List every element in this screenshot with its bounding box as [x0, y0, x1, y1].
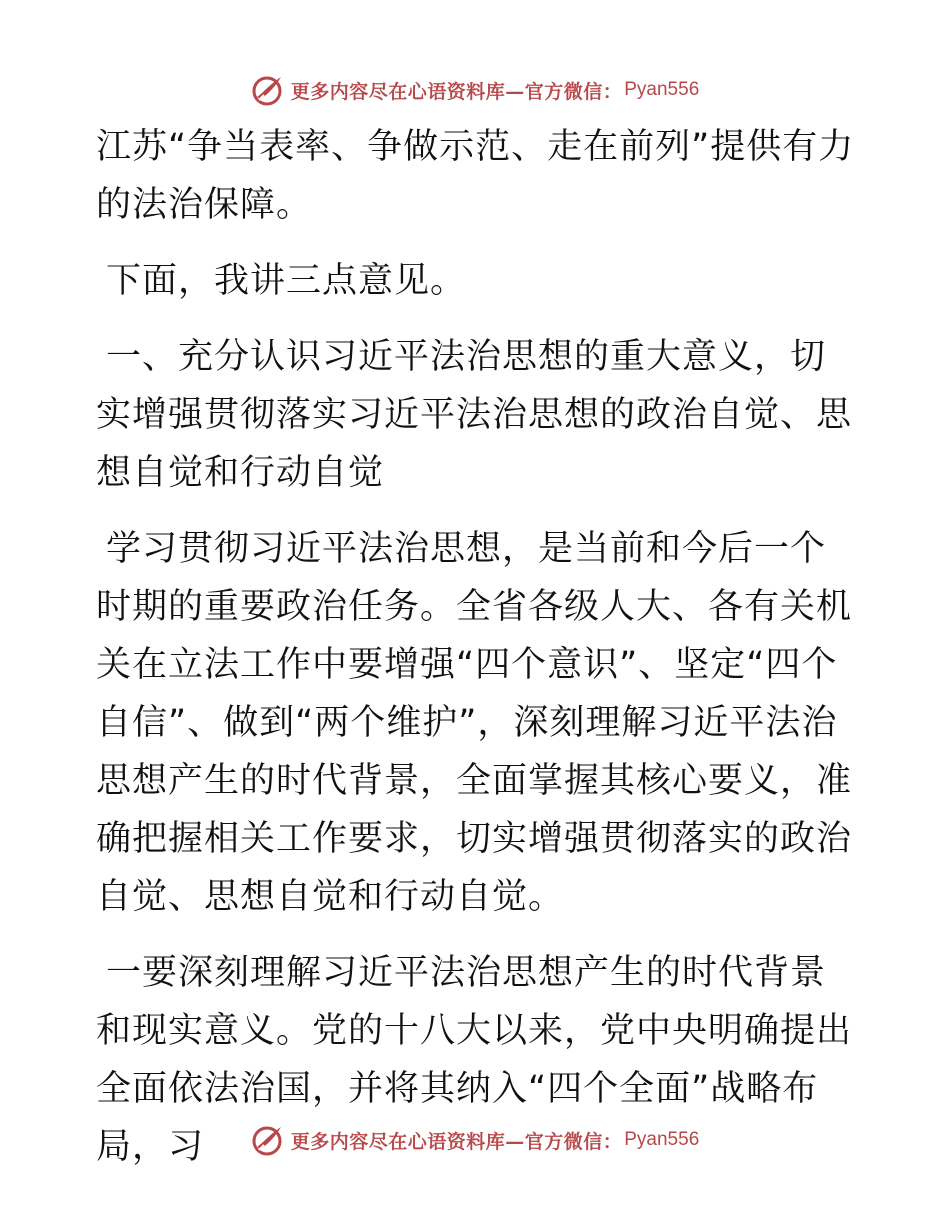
paragraph-3: 学习贯彻习近平法治思想，是当前和今后一个时期的重要政治任务。全省各级人大、各有关机关在立法工作中要增强“四个意识”、坚定“四个自信”、做到“两个维护”，深刻理解习近平法治思想产生的时代背景，全面掌握其核心要义，准确把握相关工作要求，切实增强贯彻落实的政治自觉、思想自觉和行动自觉。 — [96, 529, 853, 917]
quill-logo-icon — [251, 1123, 285, 1157]
paragraph-4: 一要深刻理解习近平法治思想产生的时代背景和现实意义。党的十八大以来，党中央明确提出全面依法治国，并将其纳入“四个全面”战略布局，习 — [96, 953, 853, 1167]
footer-banner — [0, 1120, 950, 1160]
quill-logo-icon — [251, 73, 285, 107]
paragraph-1: 江苏“争当表率、争做示范、走在前列”提供有力的法治保障。 — [96, 127, 855, 225]
document-body — [96, 118, 856, 1194]
footer-banner-wechat-id: Pyan556 — [624, 1129, 700, 1150]
header-banner-text: 更多内容尽在心语资料库—官方微信： — [290, 80, 623, 103]
section-heading-1: 一、充分认识习近平法治思想的重大意义，切实增强贯彻落实习近平法治思想的政治自觉、思想自觉和行动自觉 — [96, 337, 853, 493]
paragraph-2: 下面，我讲三点意见。 — [106, 261, 467, 301]
header-banner — [0, 70, 950, 110]
footer-banner-text: 更多内容尽在心语资料库—官方微信： — [290, 1130, 623, 1153]
header-banner-wechat-id: Pyan556 — [624, 79, 700, 100]
